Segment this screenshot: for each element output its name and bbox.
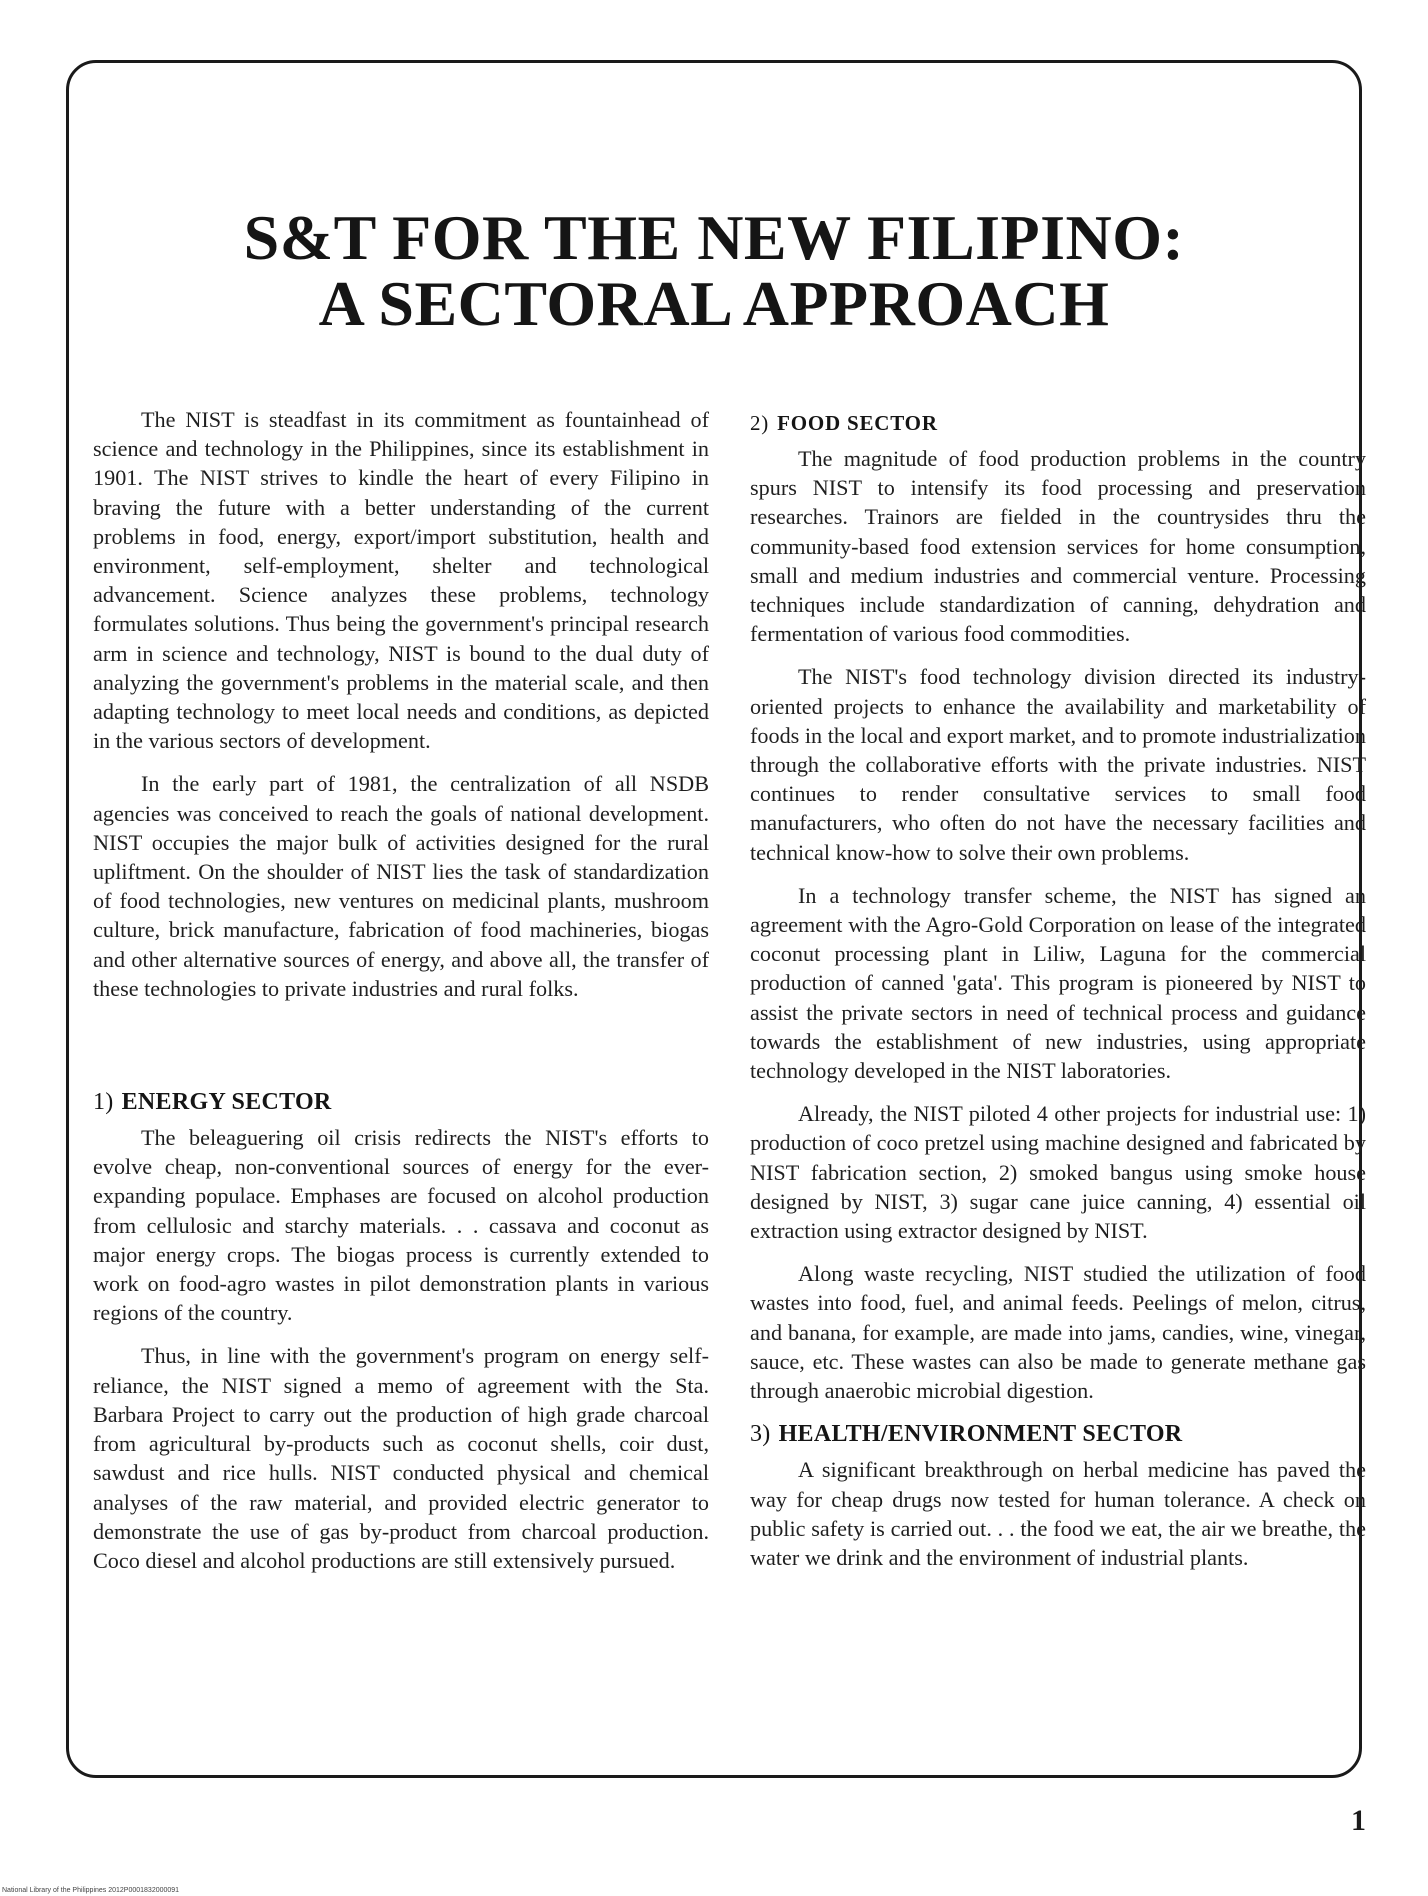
food-heading-number: 2) [750,411,770,435]
food-heading-text: FOOD SECTOR [777,411,938,435]
intro-paragraph-1: The NIST is steadfast in its commitment as fountainhead of science and technology in the Philippines, since its establishment in 1901. The NIST strives to kindle the heart of every Filipino in braving the future with a better understanding of the current problems in food, energy, export/import substitution, health and environment, self-employment, shelter and technological advancement. Science analyzes these problems, technology formulates solutions. Thus being the government's principal research arm in science and technology, NIST is bound to the dual duty of analyzing the government's problems in the material scale, and then adapting technology to meet local needs and conditions, as depicted in the various sectors of development. [93,407,709,754]
left-column [93,405,709,1589]
page-number: 1 [1351,1804,1366,1837]
health-heading-number: 3) [750,1421,771,1448]
food-paragraph-5: Along waste recycling, NIST studied the utilization of food wastes into food, fuel, and animal feeds. Peelings of melon, citrus, and banana, for example, are made into jams, candies, wine, vinegar, sauce, etc. These wastes can also be made to generate methane gas through anaerobic microbial digestion. [750,1261,1366,1404]
title-line-1: S&T FOR THE NEW FILIPINO: [243,202,1185,273]
food-sector-heading [750,408,1366,438]
energy-heading-text: ENERGY SECTOR [121,1089,332,1116]
right-column [750,408,1366,1586]
title-line-2: A SECTORAL APPROACH [318,268,1110,339]
food-paragraph-4: Already, the NIST piloted 4 other projects for industrial use: 1) production of coco pretzel using machine designed and fabricated by NIST fabrication section, 2) smoked bangus using smoke house designed by NIST, 3) sugar cane juice canning, 4) essential oil extraction using extractor designed by NIST. [750,1101,1366,1244]
energy-sector-heading [93,1087,709,1117]
energy-paragraph-2: Thus, in line with the government's program on energy self-reliance, the NIST signed a memo of agreement with the Sta. Barbara Project to carry out the production of high grade charcoal from agricultural by-products such as coconut shells, coir dust, sawdust and rice hulls. NIST conducted physical and chemical analyses of the raw material, and provided electric generator to demonstrate the use of gas by-product from charcoal production. Coco diesel and alcohol productions are still extensively pursued. [93,1343,709,1573]
intro-paragraph-2: In the early part of 1981, the centralization of all NSDB agencies was conceived to reach the goals of national development. NIST occupies the major bulk of activities designed for the rural upliftment. On the shoulder of NIST lies the task of standardization of food technologies, new ventures on medicinal plants, mushroom culture, brick manufacture, fabrication of food machineries, biogas and other alternative sources of energy, and above all, the transfer of these technologies to private industries and rural folks. [93,771,709,1001]
health-heading-text: HEALTH/ENVIRONMENT SECTOR [778,1421,1183,1448]
food-paragraph-1: The magnitude of food production problems in the country spurs NIST to intensify its food processing and preservation researches. Trainors are fielded in the countrysides thru the community-based food extension services for home consumption, small and medium industries and commercial venture. Processing techniques include standardization of canning, dehydration and fermentation of various food commodities. [750,446,1366,647]
energy-paragraph-1: The beleaguering oil crisis redirects the NIST's efforts to evolve cheap, non-conventional sources of energy for the ever-expanding populace. Emphases are focused on alcohol production from cellulosic and starchy materials. . . cassava and coconut as major energy crops. The biogas process is currently extended to work on food-agro wastes in pilot demonstration plants in various regions of the country. [93,1125,709,1326]
article-title [66,202,1362,339]
library-footer-stamp: National Library of the Philippines 2012P0001832000091 [2,1887,180,1894]
health-environment-sector-heading [750,1419,1366,1449]
energy-heading-number: 1) [93,1089,114,1116]
food-paragraph-3: In a technology transfer scheme, the NIST has signed an agreement with the Agro-Gold Corporation on lease of the integrated coconut processing plant in Liliw, Laguna for the commercial production of canned 'gata'. This program is pioneered by NIST to assist the private sectors in need of technical process and guidance towards the establishment of new industries, using appropriate technology developed in the NIST laboratories. [750,882,1366,1084]
section-gap [93,1017,709,1087]
food-paragraph-2: The NIST's food technology division directed its industry-oriented projects to enhance the availability and marketability of foods in the local and export market, and to promote industrialization through the collaborative efforts with the private industries. NIST continues to render consultative services to small food manufacturers, who often do not have the necessary facilities and technical know-how to solve their own problems. [750,664,1366,865]
health-paragraph-1: A significant breakthrough on herbal medicine has paved the way for cheap drugs now tested for human tolerance. A check on public safety is carried out. . . the food we eat, the air we breathe, the water we drink and the environment of industrial plants. [750,1457,1366,1570]
